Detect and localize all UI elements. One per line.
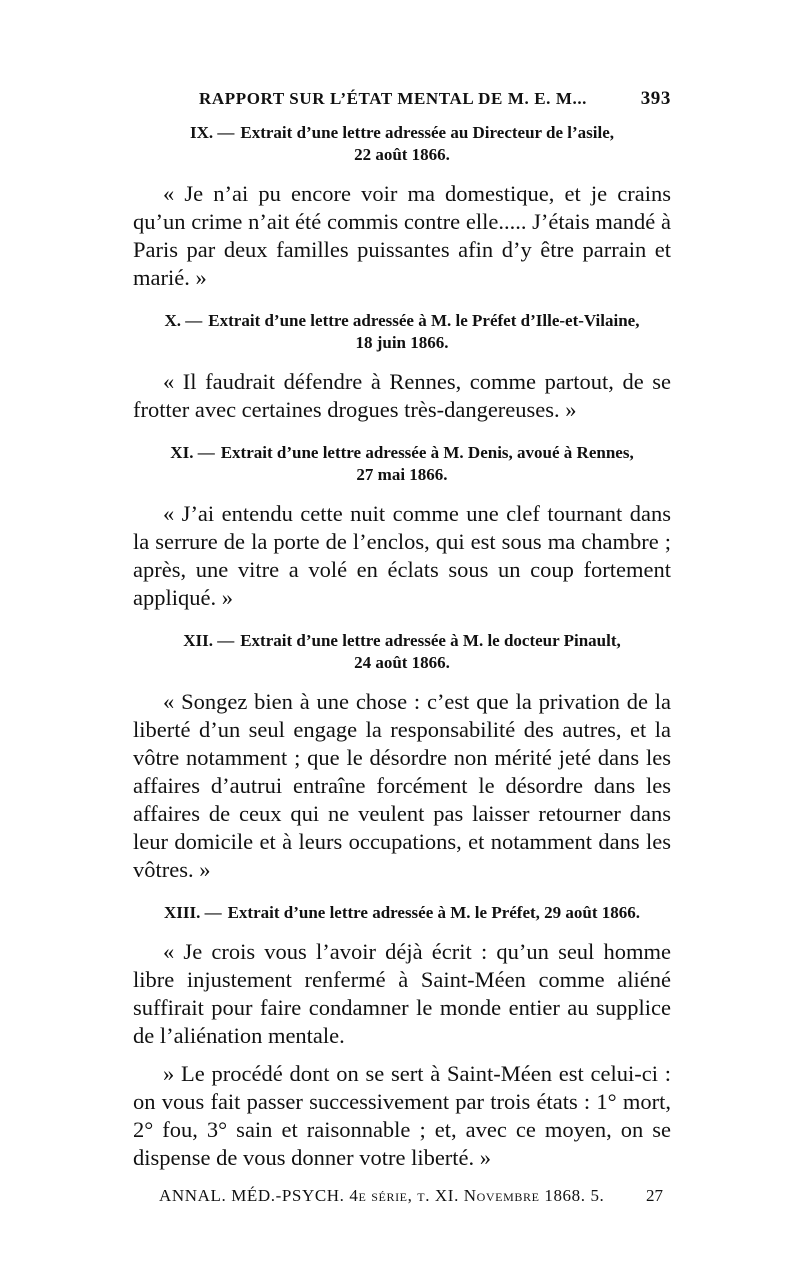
section-numeral: IX. — [189,123,235,142]
sheet-number: 27 [646,1186,663,1205]
section-heading-line1: Extrait d’une lettre adressée à M. le docteur Pinault, [240,631,621,650]
section-heading-line1: Extrait d’une lettre adressée à M. le Préfet d’Ille-et-Vilaine, [208,311,640,330]
paragraph: « Songez bien à une chose : c’est que la privation de la liberté d’un seul engage la responsabilité des autres, et la vôtre notamment ; que le désordre non mérité jeté dans les affaires d’autrui entraîne forcément le désordre dans les affaires de ceux qui ne veulent pas laisser retourner dans leur domicile et à leurs occupations, et notamment dans les vôtres. » [133,689,671,882]
section-numeral: X. — [164,311,203,330]
section-heading-date: 18 juin 1866. [355,333,449,352]
section-heading-date: 22 août 1866. [354,145,450,164]
section-heading-line1: Extrait d’une lettre adressée à M. le Préfet, 29 août 1866. [227,903,641,922]
section-xiii [133,902,671,1172]
sheet-signature [133,1186,671,1206]
section-heading-date: 27 mai 1866. [356,465,448,484]
section-heading [133,902,671,924]
section-xi [133,442,671,612]
running-head-title: RAPPORT SUR L’ÉTAT MENTAL DE M. E. M... [199,89,588,108]
section-x [133,310,671,424]
section-heading [133,122,671,144]
paragraph: « Je crois vous l’avoir déjà écrit : qu’un seul homme libre injustement renfermé à Saint-Méen comme aliéné suffirait pour faire condamner le monde entier au supplice de l’aliénation mentale. [133,939,671,1048]
paragraph: « J’ai entendu cette nuit comme une clef tournant dans la serrure de la porte de l’enclos, qui est sous ma chambre ; après, une vitre a volé en éclats sous un coup fortement appliqué. » [133,501,671,610]
paragraph: « Il faudrait défendre à Rennes, comme partout, de se frotter avec certaines drogues très-dangereuses. » [133,369,671,422]
book-page [133,88,671,1206]
running-head [133,88,671,122]
signature-text: ANNAL. MÉD.-PSYCH. 4e série, t. XI. Novembre 1868. 5. [159,1186,605,1205]
section-heading-date: 24 août 1866. [354,653,450,672]
page-number: 393 [640,88,671,109]
section-numeral: XII. — [183,631,235,650]
paragraph: » Le procédé dont on se sert à Saint-Méen est celui-ci : on vous fait passer successivement par trois états : 1° mort, 2° fou, 3° sain et raisonnable ; et, avec ce moyen, on se dispense de vous donner votre liberté. » [133,1061,671,1170]
section-heading [133,310,671,332]
section-heading [133,630,671,652]
section-xii [133,630,671,884]
section-heading [133,442,671,464]
section-numeral: XIII. — [163,903,222,922]
section-numeral: XI. — [170,443,215,462]
section-heading-line1: Extrait d’une lettre adressée à M. Denis, avoué à Rennes, [220,443,634,462]
paragraph: « Je n’ai pu encore voir ma domestique, et je crains qu’un crime n’ait été commis contre elle..... J’étais mandé à Paris par deux familles puissantes afin d’y être parrain et marié. » [133,181,671,290]
section-heading-line1: Extrait d’une lettre adressée au Directeur de l’asile, [240,123,615,142]
section-ix [133,122,671,292]
